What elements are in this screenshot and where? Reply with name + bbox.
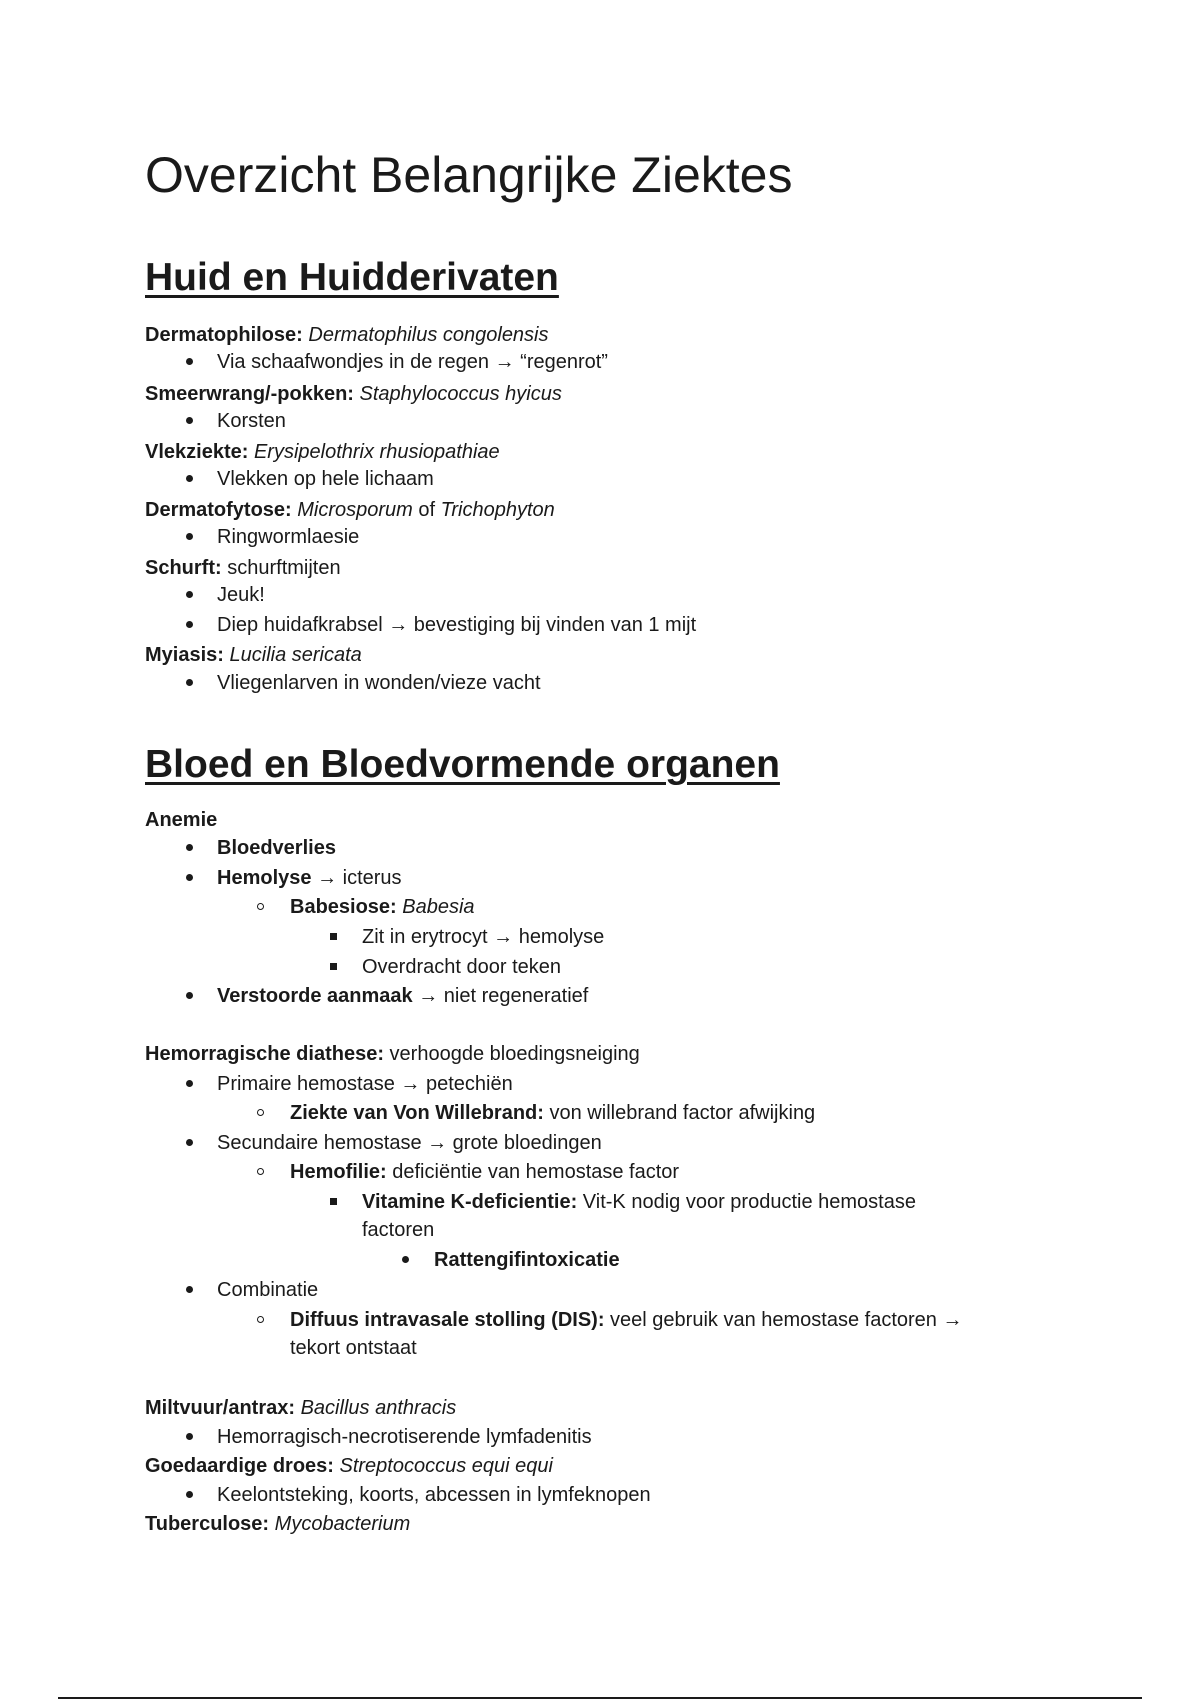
bullet-dot [186, 1433, 193, 1440]
item-desc: → icterus [317, 867, 402, 889]
bullet-dot [186, 1286, 193, 1293]
entry-agent: Staphylococcus hyicus [359, 383, 562, 405]
item-desc: deficiëntie van hemostase factor [392, 1161, 680, 1183]
entry-desc: verhoogde bloedingsneiging [389, 1043, 640, 1065]
entry-vlekziekte [145, 439, 500, 465]
entry-dermatophilose [145, 322, 549, 348]
list-item: Via schaafwondjes in de regen → “regenrot” [217, 351, 608, 373]
item-term: Babesiose: [290, 896, 397, 918]
list-item-continuation: tekort ontstaat [290, 1337, 417, 1359]
entry-agent: Lucilia sericata [229, 644, 362, 666]
list-item: Bloedverlies [217, 837, 336, 859]
entry-dermatofytose [145, 497, 555, 523]
list-item: Rattengifintoxicatie [434, 1249, 620, 1271]
list-item [290, 1307, 962, 1333]
item-desc: Vit-K nodig voor productie hemostase [582, 1191, 916, 1213]
entry-myiasis [145, 642, 362, 668]
item-term: Hemolyse [217, 867, 312, 889]
list-item: Ringwormlaesie [217, 526, 360, 548]
bullet-dot [186, 1491, 193, 1498]
bullet-dot [186, 874, 193, 881]
entry-term: Myiasis: [145, 644, 224, 666]
list-item [217, 983, 588, 1009]
list-item: Jeuk! [217, 584, 265, 606]
section-heading-huid: Huid en Huidderivaten [145, 256, 559, 299]
list-item: Vliegenlarven in wonden/vieze vacht [217, 672, 541, 694]
entry-agent: Dermatophilus congolensis [308, 324, 549, 346]
section-heading-bloed: Bloed en Bloedvormende organen [145, 743, 780, 786]
list-item [217, 865, 402, 891]
bullet-circle [257, 1168, 264, 1175]
list-item-continuation: factoren [362, 1219, 435, 1241]
page-title: Overzicht Belangrijke Ziektes [145, 147, 793, 203]
entry-agent: Bacillus anthracis [300, 1397, 457, 1419]
bullet-square [330, 963, 337, 970]
entry-schurft [145, 555, 341, 581]
entry-hemorragische-diathese [145, 1041, 640, 1067]
bullet-dot [186, 621, 193, 628]
entry-term: Dermatofytose: [145, 499, 292, 521]
entry-agent: Erysipelothrix rhusiopathiae [253, 441, 500, 463]
list-item [362, 1189, 916, 1215]
bullet-dot [186, 1139, 193, 1146]
list-item: Hemorragisch-necrotiserende lymfadenitis [217, 1426, 592, 1448]
entry-term: Hemorragische diathese: [145, 1043, 384, 1065]
list-item [290, 894, 475, 920]
bullet-dot [186, 992, 193, 999]
list-item [290, 1100, 815, 1126]
item-term: Verstoorde aanmaak [217, 985, 413, 1007]
entry-goedaardige-droes [145, 1453, 553, 1479]
entry-agent: schurftmijten [227, 557, 341, 579]
item-desc: veel gebruik van hemostase factoren → [610, 1309, 963, 1331]
bullet-circle [257, 903, 264, 910]
entry-smeerwrang [145, 381, 562, 407]
item-desc: von willebrand factor afwijking [549, 1102, 816, 1124]
entry-joiner: of [418, 499, 436, 521]
entry-term: Vlekziekte: [145, 441, 249, 463]
entry-term: Goedaardige droes: [145, 1455, 334, 1477]
item-term: Ziekte van Von Willebrand: [290, 1102, 544, 1124]
entry-term: Smeerwrang/-pokken: [145, 383, 354, 405]
bullet-circle [257, 1109, 264, 1116]
bullet-square [330, 1198, 337, 1205]
list-item [290, 1159, 679, 1185]
bullet-square [330, 933, 337, 940]
bullet-dot [186, 475, 193, 482]
entry-agent: Streptococcus equi equi [339, 1455, 553, 1477]
bullet-dot [186, 358, 193, 365]
list-item: Vlekken op hele lichaam [217, 468, 434, 490]
bullet-dot [186, 844, 193, 851]
list-item: Primaire hemostase → petechiën [217, 1073, 513, 1095]
entry-tuberculose [145, 1511, 410, 1537]
bullet-dot [402, 1256, 409, 1263]
list-item: Korsten [217, 410, 286, 432]
entry-term: Dermatophilose: [145, 324, 303, 346]
list-item: Secundaire hemostase → grote bloedingen [217, 1132, 602, 1154]
item-term: Hemofilie: [290, 1161, 387, 1183]
entry-miltvuur [145, 1395, 456, 1421]
item-agent: Babesia [402, 896, 475, 918]
list-item: Keelontsteking, koorts, abcessen in lymfeknopen [217, 1484, 651, 1506]
bullet-dot [186, 417, 193, 424]
item-term: Vitamine K-deficientie: [362, 1191, 578, 1213]
entry-agent-2: Trichophyton [440, 499, 555, 521]
item-term: Diffuus intravasale stolling (DIS): [290, 1309, 605, 1331]
bullet-dot [186, 679, 193, 686]
bullet-dot [186, 591, 193, 598]
entry-term: Tuberculose: [145, 1513, 270, 1535]
bullet-dot [186, 533, 193, 540]
bullet-dot [186, 1080, 193, 1087]
entry-term: Miltvuur/antrax: [145, 1397, 296, 1419]
list-item: Zit in erytrocyt → hemolyse [362, 926, 605, 948]
item-desc: → niet regeneratief [418, 985, 589, 1007]
list-item: Overdracht door teken [362, 956, 561, 978]
entry-anemie: Anemie [145, 809, 218, 831]
bullet-circle [257, 1316, 264, 1323]
entry-agent: Mycobacterium [274, 1513, 411, 1535]
entry-agent: Microsporum [297, 499, 413, 521]
entry-term: Schurft: [145, 557, 222, 579]
list-item: Combinatie [217, 1279, 319, 1301]
page-bottom-rule [58, 1697, 1142, 1699]
list-item: Diep huidafkrabsel → bevestiging bij vinden van 1 mijt [217, 614, 697, 636]
